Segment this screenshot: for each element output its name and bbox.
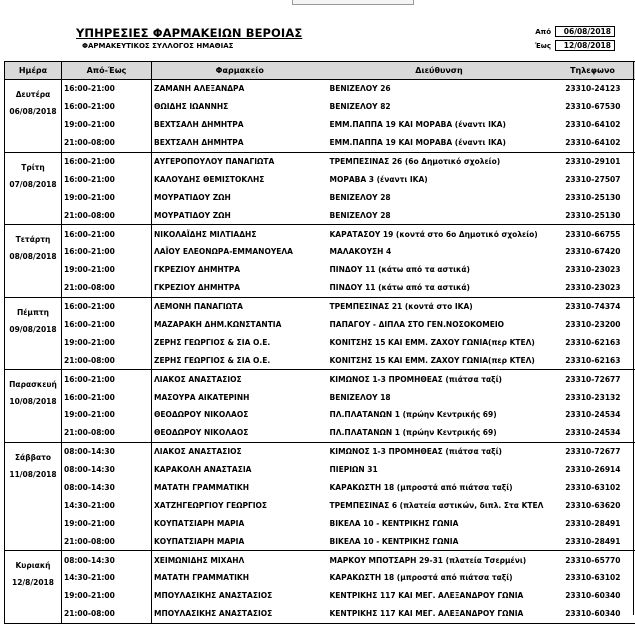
phone-cell: 23310-23132 <box>565 392 621 402</box>
phone-cell: 23310-25130 <box>565 192 621 202</box>
phone-cell: 23310-28491 <box>565 536 621 546</box>
phone-cell: 23310-60340 <box>565 591 621 601</box>
phone-cell: 23310-24534 <box>565 410 621 420</box>
day-date: 12/8/2018 <box>11 578 54 588</box>
pharmacy-cell: ΖΑΜΑΝΗ ΑΛΕΞΑΝΔΡΑ <box>152 80 328 98</box>
table-row <box>5 261 635 279</box>
phone-cell: 23310-23023 <box>565 265 621 275</box>
day-date: 07/08/2018 <box>9 179 57 189</box>
time-cell: 21:00-08:00 <box>62 134 152 152</box>
time-cell: 08:00-14:30 <box>62 442 152 460</box>
table-row <box>5 80 635 98</box>
address-cell: ΕΜΜ.ΠΑΠΠΑ 19 ΚΑΙ ΜΟΡΑΒΑ (έναντι ΙΚΑ) <box>329 138 506 148</box>
pharmacy-cell: ΚΑΡΑΚΟΛΗ ΑΝΑΣΤΑΣΙΑ <box>154 465 252 475</box>
time-cell: 21:00-08:00 <box>62 351 152 369</box>
table-right-border <box>633 61 634 615</box>
pharmacy-cell: ΚΟΥΠΑΤΣΙΑΡΗ ΜΑΡΙΑ <box>154 536 245 546</box>
phone-cell: 23310-74374 <box>551 297 635 315</box>
time-cell: 08:00-14:30 <box>62 479 152 497</box>
address-cell: ΜΟΡΑΒΑ 3 (έναντι ΙΚΑ) <box>329 174 428 184</box>
phone-cell: 23310-63620 <box>565 500 621 510</box>
from-label: Από <box>535 28 551 36</box>
time-cell: 16:00-21:00 <box>62 388 152 406</box>
address-cell: ΚΑΡΑΚΩΣΤΗ 18 (μπροστά από πιάτσα ταξί) <box>329 573 513 583</box>
to-label: Έως <box>534 42 551 50</box>
phone-cell: 23310-23200 <box>565 320 621 330</box>
table-row <box>5 243 635 261</box>
pharmacy-cell: ΜΑΖΑΡΑΚΗ ΔΗΜ.ΚΩΝΣΤΑΝΤΙΑ <box>154 320 282 330</box>
phone-cell: 23310-72677 <box>551 370 635 388</box>
pharmacy-cell: ΓΚΡΕΖΙΟΥ ΔΗΜΗΤΡΑ <box>154 283 241 293</box>
address-cell: ΤΡΕΜΠΕΣΙΝΑΣ 6 (πλατεία αστικών, διπλ. Στα ΚΤΕΛ <box>329 500 544 510</box>
table-row <box>5 98 635 116</box>
table-row <box>5 605 635 623</box>
table-row <box>5 461 635 479</box>
table-body <box>5 80 635 624</box>
phone-cell: 23310-72677 <box>551 442 635 460</box>
address-cell: ΚΑΡΑΚΩΣΤΗ 18 (μπροστά από πιάτσα ταξί) <box>329 483 513 493</box>
address-cell: ΠΑΠΑΓΟΥ - ΔΙΠΛΑ ΣΤΟ ΓΕΝ.ΝΟΣΟΚΟΜΕΙΟ <box>329 320 505 330</box>
col-header-day: Ημέρα <box>5 62 62 80</box>
table-row <box>5 442 635 460</box>
pharmacy-cell: ΜΑΤΑΤΗ ΓΡΑΜΜΑΤΙΚΗ <box>154 483 249 493</box>
address-cell: ΤΡΕΜΠΕΣΙΝΑΣ 26 (6ο Δημοτικό σχολείο) <box>328 152 551 170</box>
day-cell <box>5 551 62 624</box>
table-row <box>5 551 635 569</box>
time-cell: 19:00-21:00 <box>62 514 152 532</box>
pharmacy-cell: ΚΟΥΠΑΤΣΙΑΡΗ ΜΑΡΙΑ <box>154 518 245 528</box>
phone-cell: 23310-64102 <box>565 120 621 130</box>
table-row <box>5 370 635 388</box>
table-row <box>5 424 635 442</box>
address-cell: ΠΙΝΔΟΥ 11 (κάτω από τα αστικά) <box>329 265 470 275</box>
address-cell: ΒΕΝΙΖΕΛΟΥ 18 <box>329 392 391 402</box>
col-header-phone: Τηλεφωνο <box>551 62 635 80</box>
phone-cell: 23310-64102 <box>565 138 621 148</box>
phone-cell: 23310-67420 <box>565 247 621 257</box>
time-cell: 19:00-21:00 <box>62 261 152 279</box>
time-cell: 16:00-21:00 <box>62 170 152 188</box>
phone-cell: 23310-29101 <box>551 152 635 170</box>
pharmacy-cell: ΜΠΟΥΛΑΣΙΚΗΣ ΑΝΑΣΤΑΣΙΟΣ <box>154 591 273 601</box>
phone-cell: 23310-24123 <box>551 80 635 98</box>
address-cell: ΚΙΜΩΝΟΣ 1-3 ΠΡΟΜΗΘΕΑΣ (πιάτσα ταξί) <box>328 370 551 388</box>
address-cell: ΒΙΚΕΛΑ 10 - ΚΕΝΤΡΙΚΗΣ ΓΩΝΙΑ <box>329 536 459 546</box>
table-row <box>5 587 635 605</box>
time-cell: 16:00-21:00 <box>62 152 152 170</box>
day-name: Παρασκευή <box>9 380 57 390</box>
day-cell <box>5 80 62 153</box>
address-cell: ΒΕΝΙΖΕΛΟΥ 82 <box>329 102 391 112</box>
phone-cell: 23310-28491 <box>565 518 621 528</box>
to-date: 12/08/2018 <box>555 40 615 51</box>
time-cell: 14:30-21:00 <box>62 496 152 514</box>
pharmacy-cell: ΑΥΓΕΡΟΠΟΥΛΟΥ ΠΑΝΑΓΙΩΤΑ <box>152 152 328 170</box>
day-name: Δευτέρα <box>15 90 51 99</box>
time-cell: 21:00-08:00 <box>62 424 152 442</box>
address-cell: ΤΡΕΜΠΕΣΙΝΑΣ 21 (κοντά στο ΙΚΑ) <box>328 297 551 315</box>
day-date: 11/08/2018 <box>9 469 57 479</box>
address-cell: ΚΕΝΤΡΙΚΗΣ 117 ΚΑΙ ΜΕΓ. ΑΛΕΞΑΝΔΡΟΥ ΓΩΝΙΑ <box>328 605 551 623</box>
address-cell: ΕΜΜ.ΠΑΠΠΑ 19 ΚΑΙ ΜΟΡΑΒΑ (έναντι ΙΚΑ) <box>329 120 506 130</box>
address-cell: ΜΑΛΑΚΟΥΣΗ 4 <box>329 247 392 257</box>
col-header-pharmacy: Φαρμακείο <box>152 62 328 80</box>
phone-cell: 23310-63102 <box>565 573 621 583</box>
from-date: 06/08/2018 <box>555 26 615 37</box>
time-cell: 16:00-21:00 <box>62 243 152 261</box>
table-row <box>5 134 635 152</box>
day-name: Τρίτη <box>21 162 45 172</box>
table-row <box>5 188 635 206</box>
day-name: Πέμπτη <box>16 307 50 317</box>
time-cell: 21:00-08:00 <box>62 206 152 224</box>
pharmacy-cell: ΝΙΚΟΛΑΪΔΗΣ ΜΙΛΤΙΑΔΗΣ <box>152 225 328 243</box>
phone-cell: 23310-65770 <box>551 551 635 569</box>
time-cell: 16:00-21:00 <box>62 370 152 388</box>
table-row <box>5 297 635 315</box>
day-date: 10/08/2018 <box>9 397 57 407</box>
phone-cell: 23310-60340 <box>551 605 635 623</box>
phone-cell: 23310-24534 <box>565 428 621 438</box>
day-cell <box>5 152 62 225</box>
time-cell: 16:00-21:00 <box>62 225 152 243</box>
pharmacy-cell: ΧΑΤΖΗΓΕΩΡΓΙΟΥ ΓΕΩΡΓΙΟΣ <box>154 500 268 510</box>
pharmacy-cell: ΒΕΧΤΣΑΛΗ ΔΗΜΗΤΡΑ <box>154 120 244 130</box>
pharmacy-cell: ΓΚΡΕΖΙΟΥ ΔΗΜΗΤΡΑ <box>154 265 241 275</box>
time-cell: 19:00-21:00 <box>62 188 152 206</box>
table-row <box>5 116 635 134</box>
pharmacy-cell: ΘΕΟΔΩΡΟΥ ΝΙΚΟΛΑΟΣ <box>154 410 249 420</box>
day-name: Τετάρτη <box>15 235 51 245</box>
day-cell <box>5 297 62 370</box>
pharmacy-cell: ΚΑΛΟΥΔΗΣ ΘΕΜΙΣΤΟΚΛΗΣ <box>154 174 265 184</box>
pharmacy-cell: ΛΕΜΟΝΗ ΠΑΝΑΓΙΩΤΑ <box>152 297 328 315</box>
time-cell: 08:00-14:30 <box>62 461 152 479</box>
address-cell: ΜΑΡΚΟΥ ΜΠΟΤΣΑΡΗ 29-31 (πλατεία Τσερμένι) <box>328 551 551 569</box>
phone-cell: 23310-66755 <box>551 225 635 243</box>
pharmacy-cell: ΜΑΤΑΤΗ ΓΡΑΜΜΑΤΙΚΗ <box>154 573 249 583</box>
window-edge <box>292 0 414 5</box>
address-cell: ΒΕΝΙΖΕΛΟΥ 28 <box>329 210 391 220</box>
address-cell: ΒΕΝΙΖΕΛΟΥ 28 <box>329 192 391 202</box>
time-cell: 19:00-21:00 <box>62 116 152 134</box>
pharmacy-cell: ΜΠΟΥΛΑΣΙΚΗΣ ΑΝΑΣΤΑΣΙΟΣ <box>152 605 328 623</box>
table-row <box>5 170 635 188</box>
table-row <box>5 152 635 170</box>
pharmacy-cell: ΖΕΡΗΣ ΓΕΩΡΓΙΟΣ & ΣΙΑ Ο.Ε. <box>154 337 271 347</box>
page-title: ΥΠΗΡΕΣΙΕΣ ΦΑΡΜΑΚΕΙΩΝ ΒΕΡΟΙΑΣ <box>76 26 303 40</box>
address-cell: ΒΙΚΕΛΑ 10 - ΚΕΝΤΡΙΚΗΣ ΓΩΝΙΑ <box>329 518 459 528</box>
table-row <box>5 496 635 514</box>
table-header-row <box>5 62 635 80</box>
pharmacy-cell: ΛΙΑΚΟΣ ΑΝΑΣΤΑΣΙΟΣ <box>152 442 328 460</box>
page-subtitle: ΦΑΡΜΑΚΕΥΤΙΚΟΣ ΣΥΛΛΟΓΟΣ ΗΜΑΘΙΑΣ <box>82 42 234 50</box>
day-date: 09/08/2018 <box>9 324 57 334</box>
pharmacy-cell: ΒΕΧΤΣΑΛΗ ΔΗΜΗΤΡΑ <box>154 138 244 148</box>
pharmacy-cell: ΛΑΪΟΥ ΕΛΕΟΝΩΡΑ-ΕΜΜΑΝΟΥΕΛΑ <box>154 247 293 257</box>
table-row <box>5 532 635 550</box>
day-name: Σάββατο <box>14 452 52 462</box>
time-cell: 21:00-08:00 <box>62 279 152 297</box>
pharmacy-cell: ΧΕΙΜΩΝΙΔΗΣ ΜΙΧΑΗΛ <box>152 551 328 569</box>
day-name: Κυριακή <box>15 561 51 571</box>
day-cell <box>5 442 62 550</box>
table-row <box>5 479 635 497</box>
phone-cell: 23310-27507 <box>565 174 621 184</box>
pharmacy-cell: ΖΕΡΗΣ ΓΕΩΡΓΙΟΣ & ΣΙΑ Ο.Ε. <box>154 355 271 365</box>
time-cell: 21:00-08:00 <box>62 532 152 550</box>
day-date: 08/08/2018 <box>9 252 57 262</box>
time-cell: 16:00-21:00 <box>62 316 152 334</box>
table-row <box>5 333 635 351</box>
time-cell: 08:00-14:30 <box>62 551 152 569</box>
address-cell: ΠΙΕΡΙΩΝ 31 <box>329 465 378 475</box>
table-row <box>5 316 635 334</box>
phone-cell: 23310-63102 <box>565 483 621 493</box>
time-cell: 21:00-08:00 <box>62 605 152 623</box>
time-cell: 16:00-21:00 <box>62 297 152 315</box>
phone-cell: 23310-62163 <box>565 355 621 365</box>
phone-cell: 23310-23023 <box>565 283 621 293</box>
pharmacy-cell: ΘΩΙΔΗΣ ΙΩΑΝΝΗΣ <box>154 102 229 112</box>
table-row <box>5 279 635 297</box>
col-header-time: Από-Έως <box>62 62 152 80</box>
table-row <box>5 206 635 224</box>
phone-cell: 23310-26914 <box>565 465 621 475</box>
phone-cell: 23310-67530 <box>565 102 621 112</box>
address-cell: ΠΛ.ΠΛΑΤΑΝΩΝ 1 (πρώην Κεντρικής 69) <box>329 428 497 438</box>
address-cell: ΚΕΝΤΡΙΚΗΣ 117 ΚΑΙ ΜΕΓ. ΑΛΕΞΑΝΔΡΟΥ ΓΩΝΙΑ <box>329 591 524 601</box>
pharmacy-cell: ΛΙΑΚΟΣ ΑΝΑΣΤΑΣΙΟΣ <box>152 370 328 388</box>
time-cell: 14:30-21:00 <box>62 569 152 587</box>
col-header-address: Διεύθυνση <box>328 62 551 80</box>
time-cell: 19:00-21:00 <box>62 406 152 424</box>
address-cell: ΚΟΝΙΤΣΗΣ 15 ΚΑΙ ΕΜΜ. ΖΑΧΟΥ ΓΩΝΙΑ(περ ΚΤΕΛ) <box>329 355 535 365</box>
table-row <box>5 351 635 369</box>
address-cell: ΠΛ.ΠΛΑΤΑΝΩΝ 1 (πρώην Κεντρικής 69) <box>329 410 497 420</box>
time-cell: 19:00-21:00 <box>62 587 152 605</box>
table-row <box>5 569 635 587</box>
pharmacy-cell: ΜΑΣΟΥΡΑ ΑΙΚΑΤΕΡΙΝΗ <box>154 392 250 402</box>
time-cell: 16:00-21:00 <box>62 80 152 98</box>
day-date: 06/08/2018 <box>9 107 57 116</box>
table-row <box>5 225 635 243</box>
pharmacy-cell: ΜΟΥΡΑΤΙΔΟΥ ΖΩΗ <box>154 210 231 220</box>
time-cell: 19:00-21:00 <box>62 333 152 351</box>
pharmacy-cell: ΜΟΥΡΑΤΙΔΟΥ ΖΩΗ <box>154 192 231 202</box>
address-cell: ΚΟΝΙΤΣΗΣ 15 ΚΑΙ ΕΜΜ. ΖΑΧΟΥ ΓΩΝΙΑ(περ ΚΤΕΛ) <box>329 337 535 347</box>
address-cell: ΒΕΝΙΖΕΛΟΥ 26 <box>328 80 551 98</box>
time-cell: 16:00-21:00 <box>62 98 152 116</box>
address-cell: ΚΑΡΑΤΑΣΟΥ 19 (κοντά στο 6ο Δημοτικό σχολείο) <box>328 225 551 243</box>
address-cell: ΠΙΝΔΟΥ 11 (κάτω από τα αστικά) <box>329 283 470 293</box>
address-cell: ΚΙΜΩΝΟΣ 1-3 ΠΡΟΜΗΘΕΑΣ (πιάτσα ταξί) <box>328 442 551 460</box>
phone-cell: 23310-25130 <box>565 210 621 220</box>
day-cell <box>5 370 62 443</box>
table-row <box>5 406 635 424</box>
pharmacy-cell: ΘΕΟΔΩΡΟΥ ΝΙΚΟΛΑΟΣ <box>154 428 249 438</box>
phone-cell: 23310-62163 <box>565 337 621 347</box>
pharmacy-schedule-table <box>4 61 635 624</box>
table-row <box>5 514 635 532</box>
table-row <box>5 388 635 406</box>
day-cell <box>5 225 62 298</box>
